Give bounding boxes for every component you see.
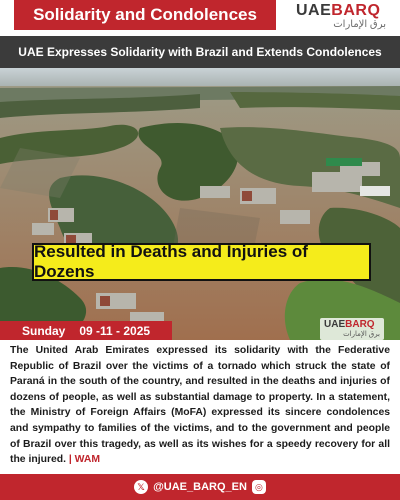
watermark-uae-text: UAE <box>324 319 346 330</box>
photo-watermark-logo <box>320 318 384 340</box>
date-bar <box>0 321 172 340</box>
footer-bar <box>0 474 400 500</box>
date-day: Sunday <box>22 323 66 338</box>
watermark-barq-text: BARQ <box>345 319 375 330</box>
logo-arabic-text: برق الإمارات <box>333 19 386 30</box>
x-icon[interactable]: 𝕏 <box>134 480 148 494</box>
watermark-arabic-text: برق الإمارات <box>343 331 380 338</box>
date-value: 09 -11 - 2025 <box>79 323 151 338</box>
article-source: | WAM <box>68 454 101 466</box>
instagram-icon[interactable]: ◎ <box>252 480 266 494</box>
headline-banner: Resulted in Deaths and Injuries of Dozens <box>32 243 371 281</box>
article-body <box>0 340 400 474</box>
social-handle[interactable]: @UAE_BARQ_EN <box>153 481 247 493</box>
logo-uae-text: UAE <box>296 2 332 19</box>
subtitle: UAE Expresses Solidarity with Brazil and Extends Condolences <box>0 36 400 68</box>
section-title: Solidarity and Condolences <box>14 0 276 30</box>
header <box>0 0 400 36</box>
flood-aerial-photo <box>0 68 400 340</box>
article-text: The United Arab Emirates expressed its solidarity with the Federative Republic of Brazil over the victims of a tornado which struck the state of Paraná in the south of the country, and resulted in the deaths and injuries of dozens of people, as well as substantial damage to property. In a statement, the Ministry of Foreign Affairs (MoFA) expressed its sincere condolences and sympathy to families of the victims, and to the government and people of Brazil over this tragedy, as well as its wishes for a speedy recovery for all the injured. <box>10 345 390 466</box>
logo-barq-text: BARQ <box>331 2 381 19</box>
uae-barq-logo <box>290 2 390 34</box>
